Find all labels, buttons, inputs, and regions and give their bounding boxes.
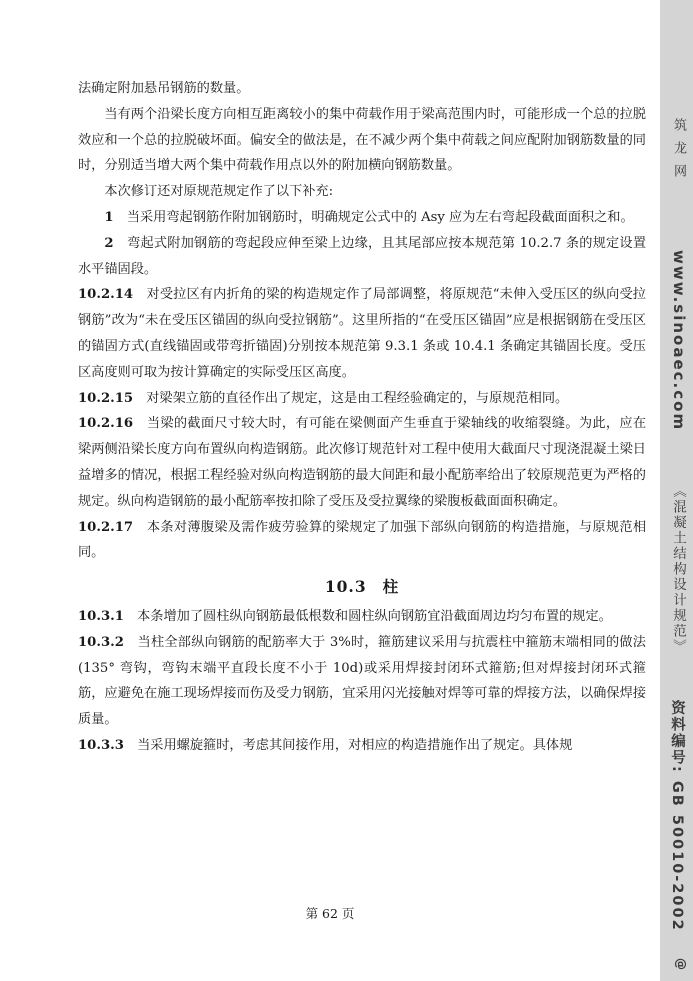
body-paragraph bbox=[78, 102, 646, 179]
clause-number: 10.2.15 bbox=[78, 390, 134, 406]
clause-paragraph bbox=[78, 630, 646, 733]
clause-paragraph bbox=[78, 282, 646, 385]
clause-number: 10.2.16 bbox=[78, 416, 134, 432]
paragraph-text: 对梁架立筋的直径作出了规定，这是由工程经验确定的，与原规范相同。 bbox=[146, 390, 569, 406]
clause-paragraph bbox=[78, 604, 646, 630]
list-item bbox=[78, 205, 646, 231]
paragraph-text: 当采用弯起钢筋作附加钢筋时，明确规定公式中的 Asy 应为左右弯起段截面面积之和。 bbox=[126, 209, 634, 225]
watermark-sidebar bbox=[660, 0, 693, 981]
clause-paragraph bbox=[78, 515, 646, 567]
paragraph-text: 当柱全部纵向钢筋的配筋率大于 3%时，箍筋建议采用与抗震柱中箍筋末端相同的做法(135° 弯钩，弯钩末端平直段长度不小于 10d)或采用焊接封闭环式箍筋;但对焊接封闭环式箍筋，应避免在施工现场焊接而伤及受力钢筋，宜采用闪光接触对焊等可靠的焊接方法，以确保焊接质量。 bbox=[78, 634, 646, 728]
body-paragraph bbox=[78, 76, 646, 102]
list-item bbox=[78, 231, 646, 283]
clause-number: 10.3.1 bbox=[78, 608, 124, 624]
body-paragraph bbox=[78, 179, 646, 205]
clause-paragraph bbox=[78, 411, 646, 514]
paragraph-text: 本条对薄腹梁及需作疲劳验算的梁规定了加强下部纵向钢筋的构造措施，与原规范相同。 bbox=[78, 519, 646, 561]
document-body bbox=[78, 76, 646, 759]
paragraph-text: 本条增加了圆柱纵向钢筋最低根数和圆柱纵向钢筋宜沿截面周边均匀布置的规定。 bbox=[137, 608, 612, 624]
paragraph-text: 弯起式附加钢筋的弯起段应伸至梁上边缘，且其尾部应按本规范第 10.2.7 条的规定设置水平锚固段。 bbox=[78, 235, 647, 277]
sidebar-doc-number: 资料编号: GB 50010-2002 bbox=[669, 700, 685, 932]
sidebar-mark: @ bbox=[674, 958, 688, 972]
section-title: 柱 bbox=[382, 577, 400, 597]
sidebar-book-title: 《混凝土结构设计规范》 bbox=[670, 484, 686, 655]
sidebar-url: www.sinoaec.com bbox=[670, 250, 688, 432]
page-number: 第 62 页 bbox=[305, 906, 355, 921]
section-heading bbox=[78, 574, 646, 600]
item-number: 1 bbox=[104, 209, 114, 225]
section-number: 10.3 bbox=[324, 577, 367, 597]
clause-number: 10.2.14 bbox=[78, 287, 134, 303]
clause-paragraph bbox=[78, 733, 646, 759]
paragraph-text: 当有两个沿梁长度方向相互距离较小的集中荷载作用于梁高范围内时，可能形成一个总的拉脱效应和一个总的拉脱破坏面。偏安全的做法是，在不减少两个集中荷载之间应配附加钢筋数量的同时，分别适当增大两个集中荷载作用点以外的附加横向钢筋数量。 bbox=[78, 106, 646, 174]
paragraph-text: 对受拉区有内折角的梁的构造规定作了局部调整，将原规范“未伸入受压区的纵向受拉钢筋”改为“未在受压区锚固的纵向受拉钢筋”。这里所指的“在受压区锚固”应是根据钢筋在受压区的锚固方式(直线锚固或带弯折锚固)分别按本规范第 9.3.1 条或 10.4.1 条确定其锚固长度。受压区高度则可取为按计算确定的实际受压区高度。 bbox=[78, 287, 646, 380]
paragraph-text: 本次修订还对原规范规定作了以下补充: bbox=[104, 184, 334, 200]
clause-number: 10.3.2 bbox=[78, 634, 124, 650]
clause-number: 10.2.17 bbox=[78, 519, 134, 535]
page-footer bbox=[0, 904, 660, 922]
paragraph-text: 当采用螺旋箍时，考虑其间接作用，对相应的构造措施作出了规定。具体规 bbox=[137, 737, 573, 753]
paragraph-text: 当梁的截面尺寸较大时，有可能在梁侧面产生垂直于梁轴线的收缩裂缝。为此，应在梁两侧沿梁长度方向布置纵向构造钢筋。此次修订规范针对工程中使用大截面尺寸现浇混凝土梁日益增多的情况，根据工程经验对纵向构造钢筋的最大间距和最小配筋率给出了较原规范更为严格的规定。纵向构造钢筋的最小配筋率按扣除了受压及受拉翼缘的梁腹板截面面积确定。 bbox=[78, 416, 646, 509]
paragraph-text: 法确定附加悬吊钢筋的数量。 bbox=[78, 81, 250, 96]
clause-number: 10.3.3 bbox=[78, 737, 124, 753]
clause-paragraph bbox=[78, 386, 646, 412]
sidebar-site-name: 筑龙网 bbox=[671, 118, 686, 187]
item-number: 2 bbox=[104, 235, 114, 251]
